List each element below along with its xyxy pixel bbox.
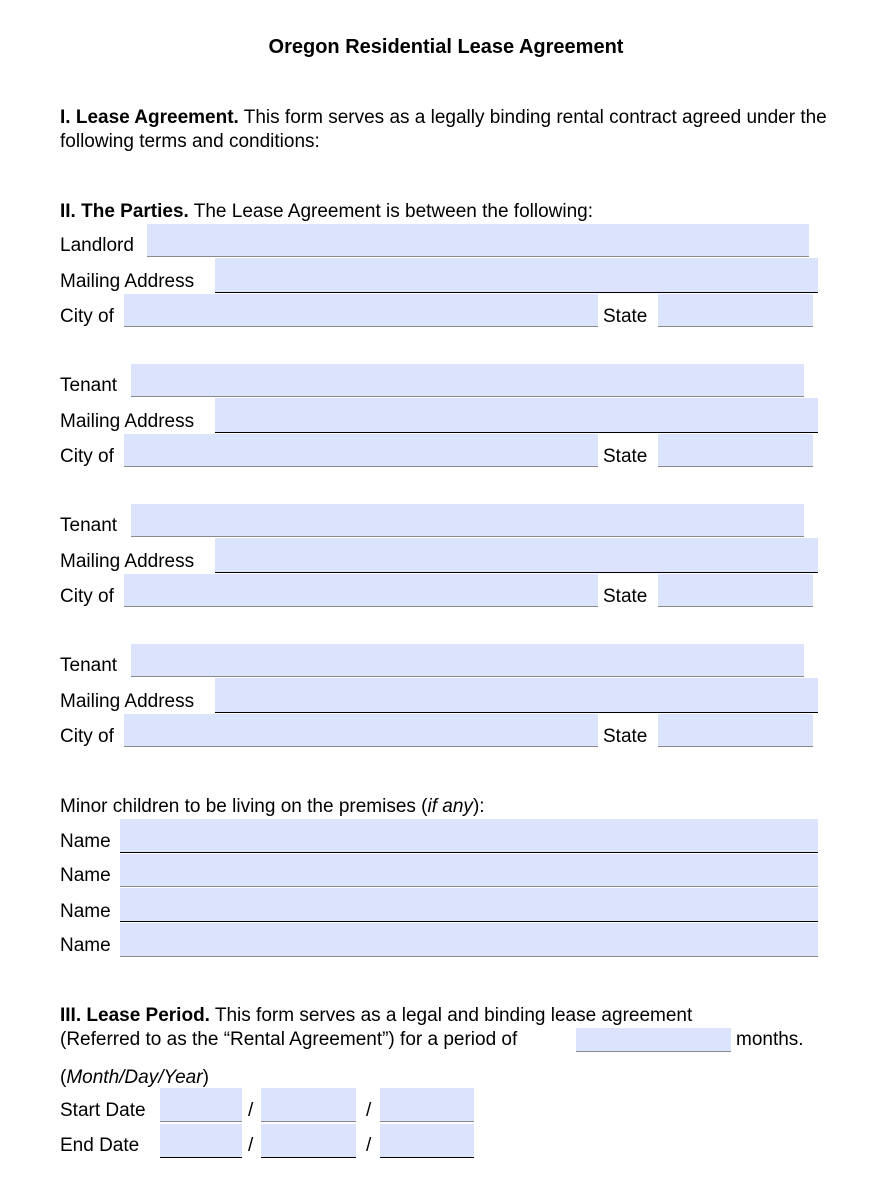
rental-agreement-text: (Referred to as the “Rental Agreement”) for a period of [60,1029,518,1050]
tenant-3-mailing-address-field[interactable] [215,678,818,713]
tenant-3-state-field[interactable] [658,714,813,747]
end-date-month-field[interactable] [160,1124,242,1158]
start-date-day-field[interactable] [261,1088,356,1122]
minor-children-heading [60,795,485,819]
tenant-3-mailing-address-label: Mailing Address [60,691,195,712]
date-format-open: ( [60,1067,67,1088]
child-1-name-field[interactable] [120,819,818,853]
section-text: This form serves as a legal and binding lease agreement [209,1005,693,1026]
section-heading: II. The Parties. [60,201,189,222]
tenant-1-label: Tenant [60,375,118,396]
minor-children-text-end: ): [472,796,485,817]
tenant-2-city-field[interactable] [124,574,598,607]
child-3-name-label: Name [60,901,111,922]
tenant-1-city-field[interactable] [124,434,598,467]
start-date-separator: / [248,1100,254,1121]
section-heading: I. Lease Agreement. [60,107,239,128]
tenant-3-label: Tenant [60,655,118,676]
end-date-separator: / [366,1135,372,1156]
tenant-3-city-field[interactable] [124,714,598,747]
date-format-hint [60,1066,209,1090]
end-date-separator: / [248,1135,254,1156]
section-heading: III. Lease Period. [60,1005,210,1026]
start-date-label: Start Date [60,1100,146,1121]
landlord-mailing-address-label: Mailing Address [60,271,195,292]
start-date-year-field[interactable] [380,1088,474,1122]
section-lease-agreement [60,106,840,154]
end-date-day-field[interactable] [261,1124,356,1158]
child-4-name-field[interactable] [120,923,818,957]
tenant-1-state-field[interactable] [658,434,813,467]
section-lease-period [60,1004,840,1028]
section-text: This form serves as a legally binding rental contract agreed under the following terms and conditions: [60,107,827,152]
landlord-city-label: City of [60,306,114,327]
landlord-city-field[interactable] [124,294,598,327]
minor-children-text: Minor children to be living on the premises ( [60,796,428,817]
tenant-3-name-field[interactable] [131,644,804,677]
page-title: Oregon Residential Lease Agreement [268,36,624,58]
end-date-label: End Date [60,1135,140,1156]
months-label: months. [736,1029,804,1050]
tenant-3-city-label: City of [60,726,114,747]
date-format-italic: Month/Day/Year [66,1067,203,1088]
tenant-2-name-field[interactable] [131,504,804,537]
tenant-2-state-field[interactable] [658,574,813,607]
landlord-mailing-address-field[interactable] [215,258,818,293]
tenant-2-label: Tenant [60,515,118,536]
end-date-year-field[interactable] [380,1124,474,1158]
date-format-close: ) [202,1067,209,1088]
child-3-name-field[interactable] [120,888,818,922]
child-1-name-label: Name [60,831,111,852]
tenant-1-state-label: State [603,446,648,467]
landlord-name-field[interactable] [147,224,809,257]
child-4-name-label: Name [60,935,111,956]
tenant-3-state-label: State [603,726,648,747]
landlord-label: Landlord [60,235,134,256]
section-parties [60,200,840,224]
tenant-2-mailing-address-label: Mailing Address [60,551,195,572]
tenant-2-state-label: State [603,586,648,607]
section-text: The Lease Agreement is between the following: [188,201,594,222]
tenant-1-city-label: City of [60,446,114,467]
tenant-1-mailing-address-field[interactable] [215,398,818,433]
start-date-month-field[interactable] [160,1088,242,1122]
landlord-state-field[interactable] [658,294,813,327]
lease-period-months-field[interactable] [576,1028,731,1052]
tenant-2-city-label: City of [60,586,114,607]
landlord-state-label: State [603,306,648,327]
minor-children-italic: if any [427,796,473,817]
child-2-name-label: Name [60,865,111,886]
start-date-separator: / [366,1100,372,1121]
tenant-1-name-field[interactable] [131,364,804,397]
tenant-2-mailing-address-field[interactable] [215,538,818,573]
tenant-1-mailing-address-label: Mailing Address [60,411,195,432]
child-2-name-field[interactable] [120,854,818,887]
